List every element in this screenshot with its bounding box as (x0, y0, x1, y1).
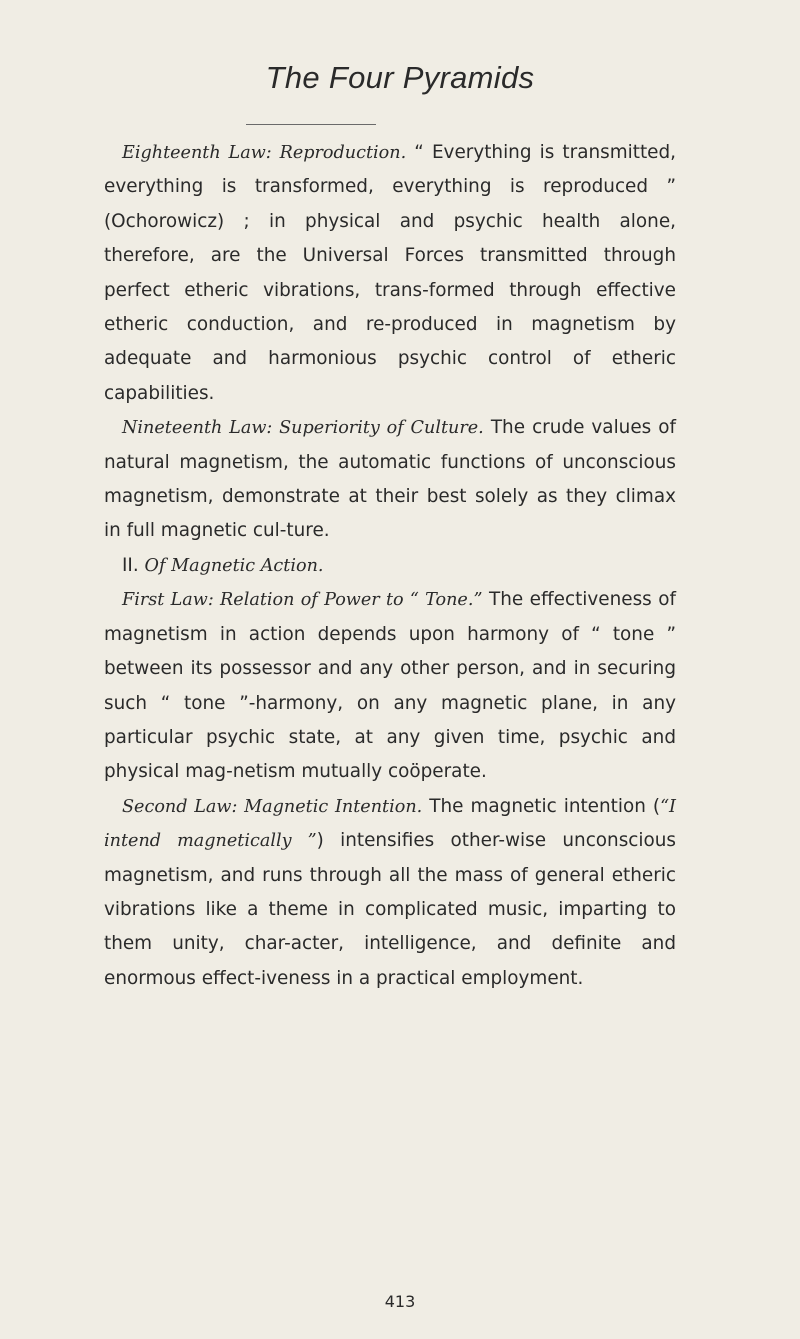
paragraph-text: The effectiveness of magnetism in action depends upon harmony of “ tone ” between its possessor and any other person, and in securing such “ tone ”-harmony, on any magnetic plane, in any particular psychic state, at any given time, psychic and physical mag-netism mutually coöperate. (104, 589, 676, 783)
inline-quote: “I intend magnetically ” (104, 796, 677, 852)
law-heading: Eighteenth Law: Reproduction. (122, 143, 407, 163)
page-number: 413 (384, 1292, 416, 1311)
body-text (104, 136, 676, 996)
paragraph-eighteenth-law (104, 136, 676, 411)
law-heading: Second Law: Magnetic Intention. (122, 796, 423, 817)
paragraph-text: The crude values of natural magnetism, the automatic functions of unconscious magnetism, demonstrate at their best solely as they climax in full magnetic cul-ture. (104, 417, 676, 542)
paragraph-first-law (104, 583, 676, 789)
paragraph-text-before: The magnetic intention ( (422, 795, 661, 817)
section-title: Of Magnetic Action. (144, 555, 324, 576)
paragraph-text: ) intensifies other-wise unconscious magnetism, and runs through all the mass of general etheric vibrations like a theme in complicated music, imparting to them unity, char-acter, intelligence, and definite and enormous effect-iveness in a practical employment. (104, 830, 676, 989)
page-header (0, 60, 800, 96)
section-numeral: II. (122, 554, 145, 576)
law-heading: First Law: Relation of Power to “ Tone.” (122, 590, 483, 611)
paragraph-nineteenth-law (104, 411, 676, 549)
running-title: The Four Pyramids (265, 60, 535, 95)
paragraph-second-law (104, 790, 676, 996)
paragraph-text: “ Everything is transmitted, everything is transformed, everything is reproduced ” (Ochorowicz) ; in physical and psychic health alone, therefore, are the Universal Forces transmitted through perfect etheric vibrations, trans-formed through effective etheric conduction, and re-produced in magnetism by adequate and harmonious psychic control of etheric capabilities. (104, 142, 676, 404)
header-rule (246, 124, 376, 125)
section-heading-magnetic-action (104, 549, 676, 583)
law-heading: Nineteenth Law: Superiority of Culture. (122, 418, 484, 439)
